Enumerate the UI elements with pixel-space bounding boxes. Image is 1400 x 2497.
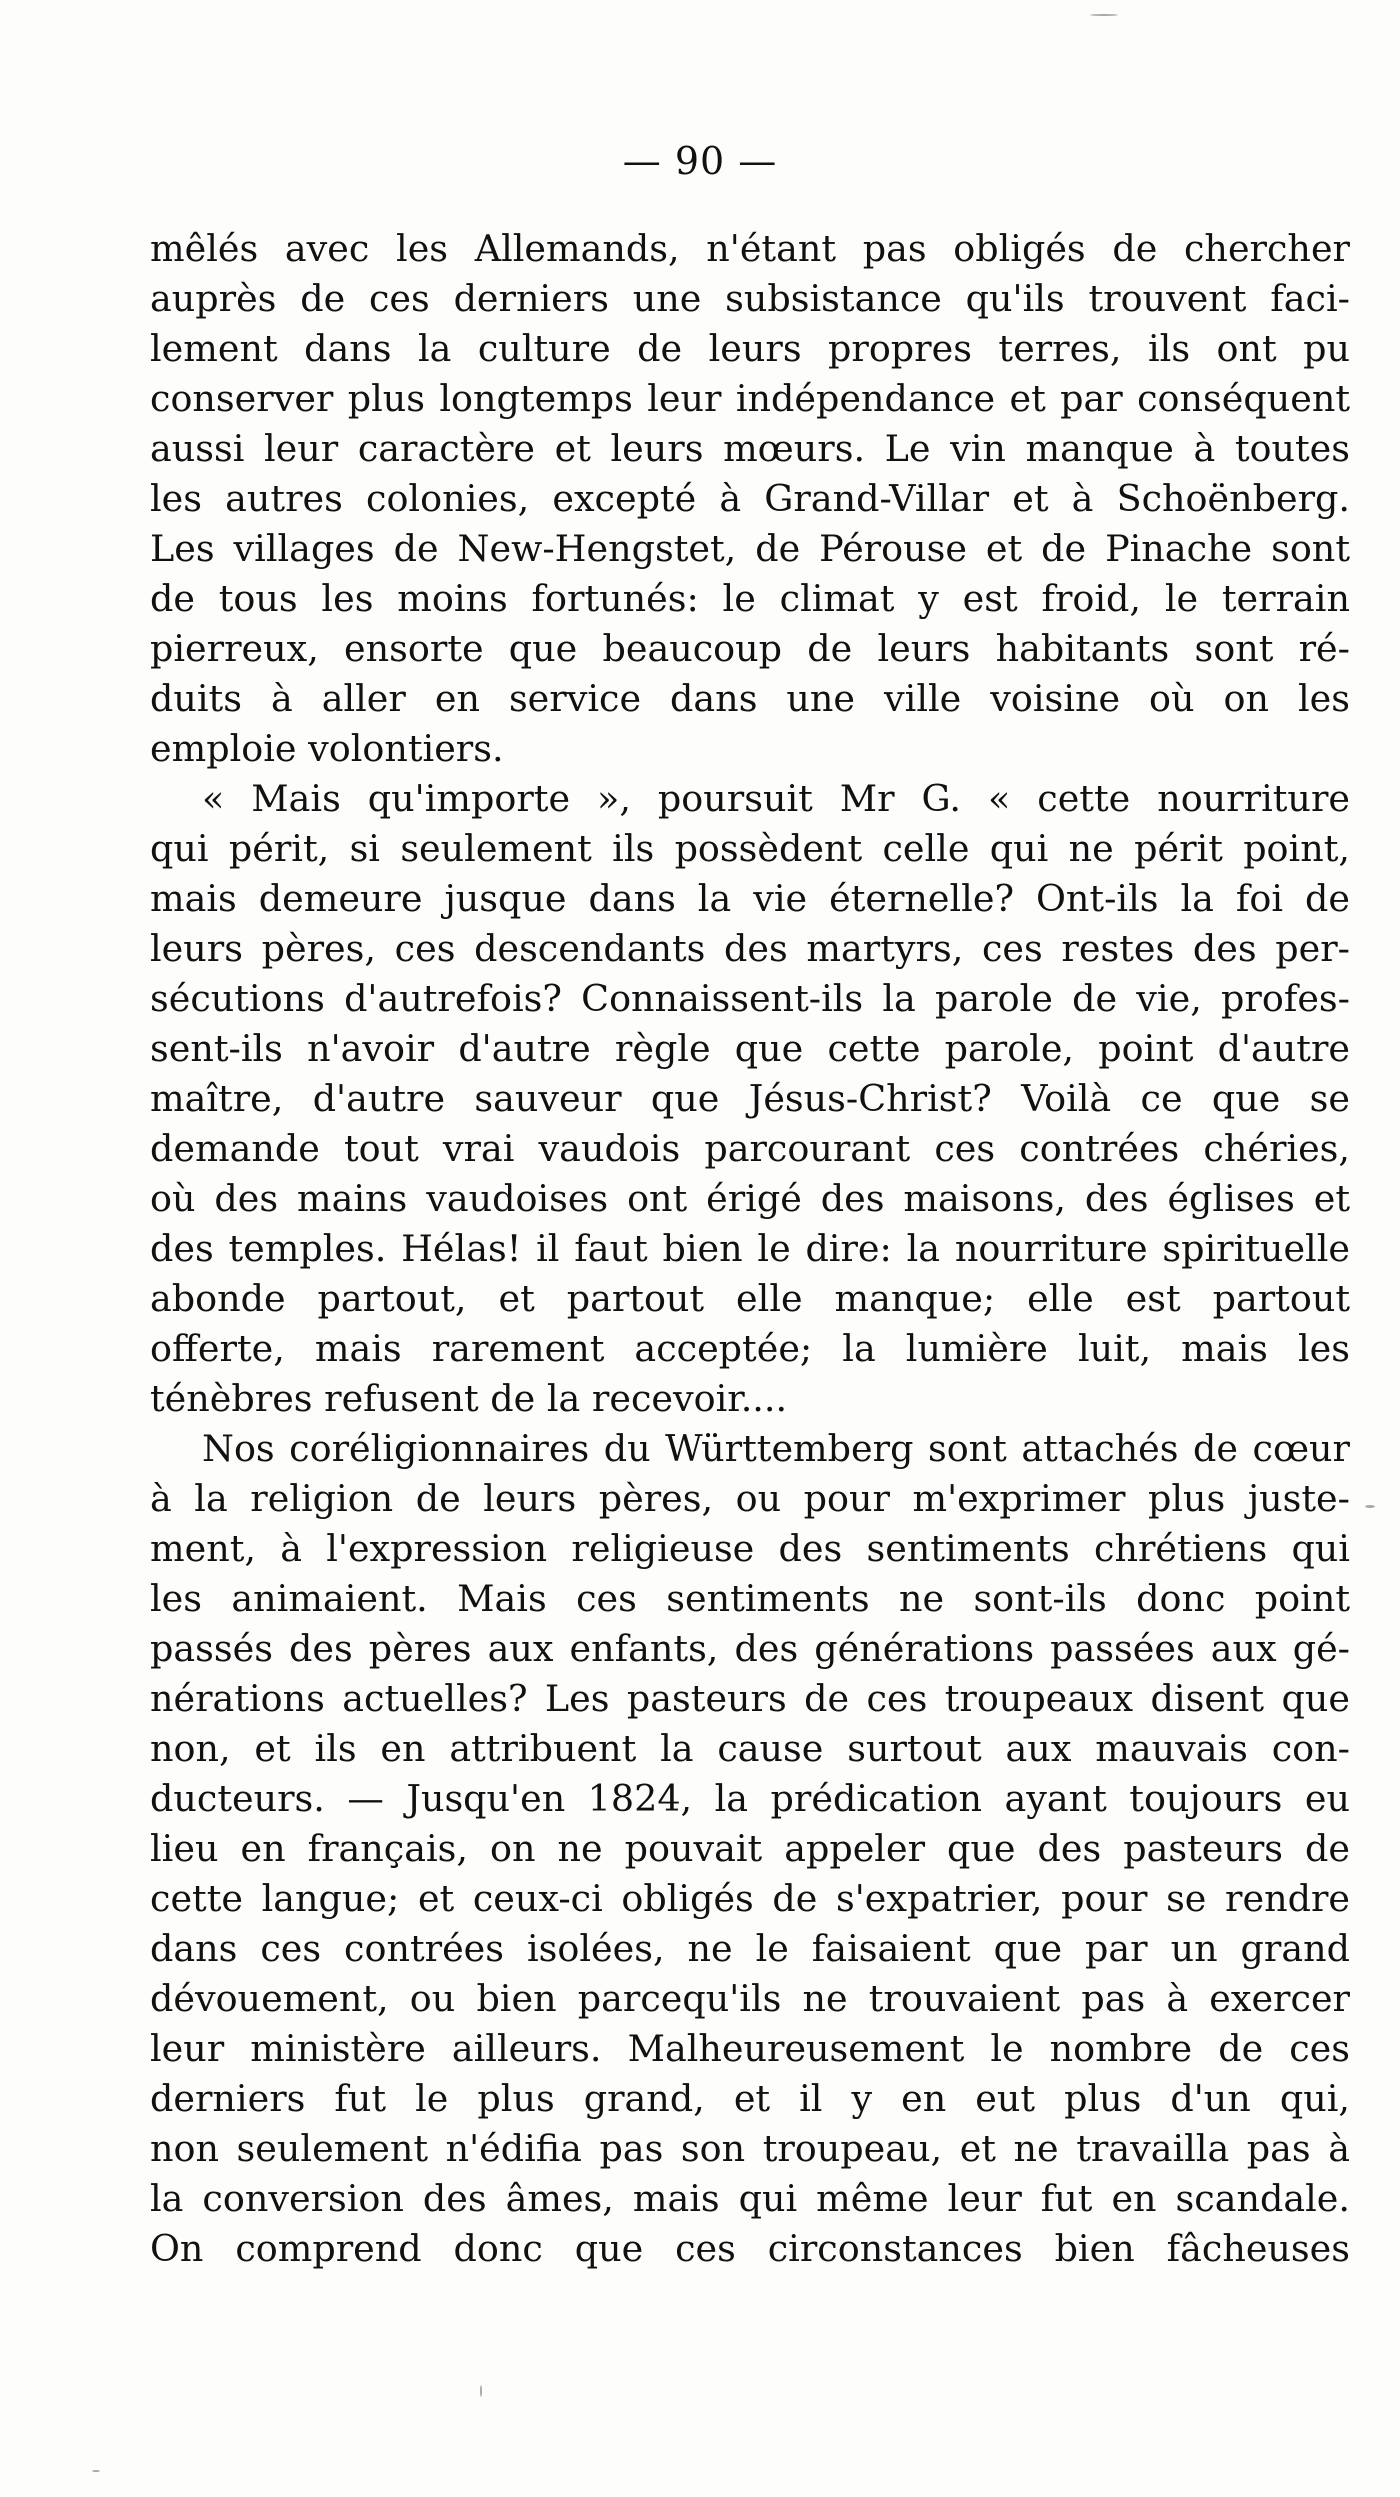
text-line: leurs pères, ces descendants des martyrs, ces restes des per- — [150, 927, 1350, 970]
text-line: duits à aller en service dans une ville voisine où on les — [150, 677, 1350, 720]
text-line: cette langue; et ceux-ci obligés de s'expatrier, pour se rendre — [150, 1877, 1350, 1920]
paper-speck — [1365, 1505, 1375, 1508]
text-line: offerte, mais rarement acceptée; la lumière luit, mais les — [150, 1327, 1350, 1370]
text-line: abonde partout, et partout elle manque; elle est partout — [150, 1277, 1350, 1320]
text-line: passés des pères aux enfants, des générations passées aux gé- — [150, 1627, 1350, 1670]
text-line: pierreux, ensorte que beaucoup de leurs habitants sont ré- — [150, 627, 1350, 670]
paragraph-start-line: « Mais qu'importe », poursuit Mr G. « cette nourriture — [202, 777, 1350, 820]
paper-speck — [1090, 14, 1118, 16]
text-line: conserver plus longtemps leur indépendance et par conséquent — [150, 377, 1350, 420]
text-line: les animaient. Mais ces sentiments ne sont-ils donc point — [150, 1577, 1350, 1620]
text-line: leur ministère ailleurs. Malheureusement le nombre de ces — [150, 2027, 1350, 2070]
text-line: ducteurs. — Jusqu'en 1824, la prédication ayant toujours eu — [150, 1777, 1350, 1820]
paper-speck — [480, 2385, 482, 2397]
text-line: de tous les moins fortunés: le climat y est froid, le terrain — [150, 577, 1350, 620]
text-line: à la religion de leurs pères, ou pour m'exprimer plus juste- — [150, 1477, 1350, 1520]
text-line: sécutions d'autrefois? Connaissent-ils la parole de vie, profes- — [150, 977, 1350, 1020]
text-line: la conversion des âmes, mais qui même leur fut en scandale. — [150, 2177, 1350, 2220]
text-line: nérations actuelles? Les pasteurs de ces troupeaux disent que — [150, 1677, 1350, 1720]
text-line: lement dans la culture de leurs propres terres, ils ont pu — [150, 327, 1350, 370]
paragraph-start-line: Nos coréligionnaires du Württemberg sont attachés de cœur — [202, 1427, 1350, 1470]
text-line: aussi leur caractère et leurs mœurs. Le vin manque à toutes — [150, 427, 1350, 470]
text-line: des temples. Hélas! il faut bien le dire: la nourriture spirituelle — [150, 1227, 1350, 1270]
page-number: — 90 — — [622, 139, 778, 183]
text-line: Les villages de New-Hengstet, de Pérouse et de Pinache sont — [150, 527, 1350, 570]
text-line: où des mains vaudoises ont érigé des maisons, des églises et — [150, 1177, 1350, 1220]
text-line: auprès de ces derniers une subsistance qu'ils trouvent faci- — [150, 277, 1350, 320]
text-line: non seulement n'édifia pas son troupeau, et ne travailla pas à — [150, 2127, 1350, 2170]
text-line: On comprend donc que ces circonstances bien fâcheuses — [150, 2227, 1350, 2270]
paragraph-end-line: ténèbres refusent de la recevoir.... — [150, 1377, 788, 1420]
text-line: non, et ils en attribuent la cause surtout aux mauvais con- — [150, 1727, 1350, 1770]
text-line: sent-ils n'avoir d'autre règle que cette parole, point d'autre — [150, 1027, 1350, 1070]
text-line: dans ces contrées isolées, ne le faisaient que par un grand — [150, 1927, 1350, 1970]
text-line: qui périt, si seulement ils possèdent celle qui ne périt point, — [150, 827, 1350, 870]
body-text — [150, 224, 1350, 2274]
text-line: mêlés avec les Allemands, n'étant pas obligés de chercher — [150, 227, 1350, 270]
text-line: derniers fut le plus grand, et il y en eut plus d'un qui, — [150, 2077, 1350, 2120]
text-line: maître, d'autre sauveur que Jésus-Christ? Voilà ce que se — [150, 1077, 1350, 1120]
text-line: mais demeure jusque dans la vie éternelle? Ont-ils la foi de — [150, 877, 1350, 920]
text-line: demande tout vrai vaudois parcourant ces contrées chéries, — [150, 1127, 1350, 1170]
paragraph-end-line: emploie volontiers. — [150, 727, 504, 770]
text-line: dévouement, ou bien parcequ'ils ne trouvaient pas à exercer — [150, 1977, 1350, 2020]
paper-speck — [92, 2470, 100, 2472]
text-line: ment, à l'expression religieuse des sentiments chrétiens qui — [150, 1527, 1350, 1570]
text-line: lieu en français, on ne pouvait appeler que des pasteurs de — [150, 1827, 1350, 1870]
text-line: les autres colonies, excepté à Grand-Villar et à Schoënberg. — [150, 477, 1350, 520]
